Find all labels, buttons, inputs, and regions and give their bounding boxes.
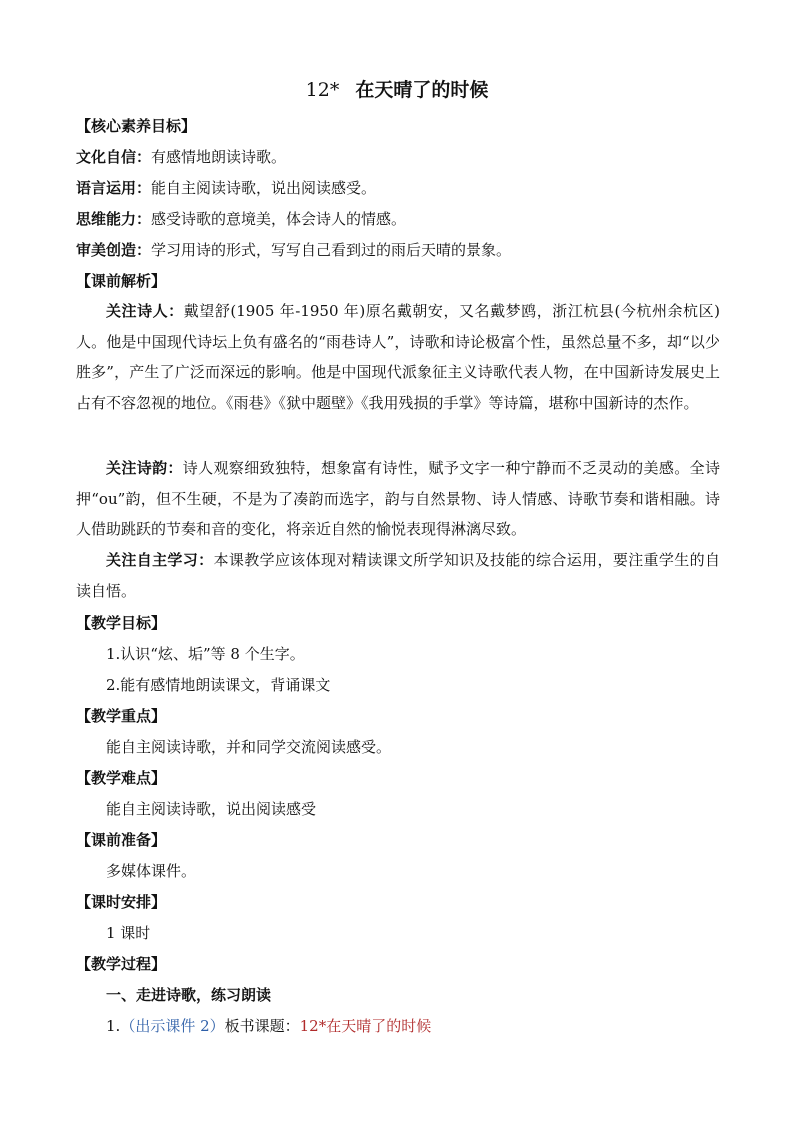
step-number: 1.: [106, 1017, 121, 1035]
teaching-goal-item: 1.认识“炫、垢”等 8 个生字。: [106, 645, 305, 663]
preparation-text: 多媒体课件。: [106, 862, 197, 880]
core-goals-heading: 【核心素养目标】: [76, 117, 197, 135]
teaching-goal-item: 2.能有感情地朗读课文，背诵课文: [106, 676, 331, 694]
step-text: 板书课题：: [224, 1017, 300, 1035]
difficulties-text: 能自主阅读诗歌，说出阅读感受: [106, 800, 317, 818]
courseware-note: （出示课件 2）: [120, 1017, 225, 1035]
poet-paragraph: 关注诗人：戴望舒(1905 年-1950 年)原名戴朝安，又名戴梦鸥，浙江杭县(今杭州余杭区)人。他是中国现代诗坛上负有盛名的“雨巷诗人”，诗歌和诗论极富个性，虽然总量不多，却“以少胜多”，产生了广泛而深远的影响。他是中国现代派象征主义诗歌代表人物，在中国新诗发展史上占有不容忽视的地位。《雨巷》《狱中题壁》《我用残损的手掌》等诗篇，堪称中国新诗的杰作。: [76, 302, 720, 413]
page-title: [0, 78, 794, 102]
pre-analysis-heading: 【课前解析】: [76, 272, 167, 290]
schedule-text: 1 课时: [106, 924, 151, 942]
lesson-title: 在天晴了的时候: [355, 79, 489, 101]
teaching-goals-heading: 【教学目标】: [76, 614, 167, 632]
lesson-number: 12*: [305, 79, 340, 101]
core-goal-item: 语言运用：能自主阅读诗歌，说出阅读感受。: [76, 179, 377, 197]
process-heading: 【教学过程】: [76, 955, 167, 973]
self-study-paragraph: 关注自主学习：本课教学应该体现对精读课文所学知识及技能的综合运用，要注重学生的自读自悟。: [76, 551, 720, 600]
core-goal-item: 思维能力：感受诗歌的意境美，体会诗人的情感。: [76, 210, 407, 228]
board-title: 12*在天晴了的时候: [299, 1017, 432, 1035]
process-section-heading: 一、走进诗歌，练习朗读: [106, 986, 272, 1004]
poem-paragraph: 关注诗韵：诗人观察细致独特，想象富有诗性，赋予文字一种宁静而不乏灵动的美感。全诗押“ou”韵，但不生硬，不是为了凑韵而选字，韵与自然景物、诗人情感、诗歌节奏和谐相融。诗人借助跳跃的节奏和音的变化，将亲近自然的愉悦表现得淋漓尽致。: [76, 459, 720, 539]
preparation-heading: 【课前准备】: [76, 831, 167, 849]
schedule-heading: 【课时安排】: [76, 893, 167, 911]
key-points-heading: 【教学重点】: [76, 707, 167, 725]
process-step: [106, 1016, 718, 1036]
key-points-text: 能自主阅读诗歌，并和同学交流阅读感受。: [106, 738, 392, 756]
difficulties-heading: 【教学难点】: [76, 769, 167, 787]
core-goal-item: 审美创造：学习用诗的形式，写写自己看到过的雨后天晴的景象。: [76, 241, 512, 259]
core-goal-item: 文化自信：有感情地朗读诗歌。: [76, 148, 287, 166]
